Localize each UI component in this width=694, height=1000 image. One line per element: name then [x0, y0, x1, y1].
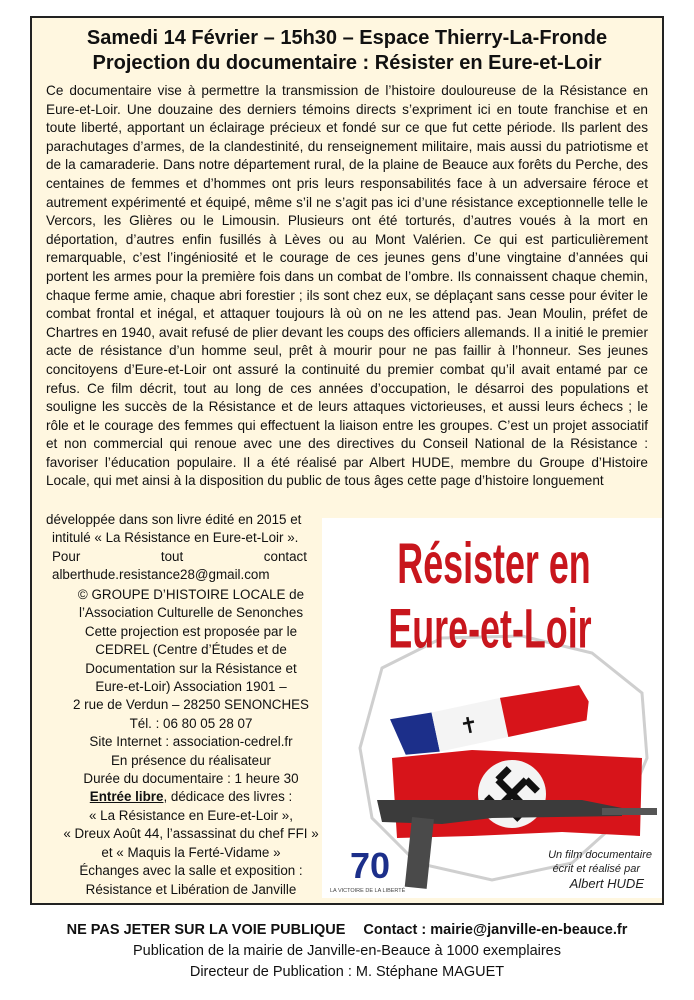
entree-libre: Entrée libre [89, 789, 164, 805]
tail-line-1: développée dans son livre édité en 2015 et [46, 512, 302, 527]
logo-caption: LA VICTOIRE DE LA LIBERTÉ [330, 888, 406, 894]
contact-email: alberthude.resistance28@gmail.com [52, 567, 270, 583]
flyer-frame [30, 16, 664, 905]
documentary-title: Projection du documentaire : Résister en Eure-et-Loir [92, 52, 602, 74]
info-line: Tél. : 06 80 05 28 07 [129, 715, 253, 731]
info-line: © GROUPE D’HISTOIRE LOCALE de [77, 587, 305, 602]
book-line: et « Maquis la Ferté-Vidame » [101, 844, 281, 860]
description-paragraph: Ce documentaire vise à permettre la transmission de l’histoire douloureuse de la Résistance en Eure-et-Loir. Une douzaine des derniers témoins directs s’expriment ici en toute franchise et en toute liberté, apportant un éclairage précieux et fondé sur ce que fut cette période. Ils parlent des parachutages d’armes, de la clandestinité, du renseignement militaire, mais aussi du patriotisme et de la camaraderie. Dans notre département rural, de la plaine de Beauce aux forêts du Perche, des centaines de femmes et d’hommes ont pris leurs responsabilités face à un adversaire féroce et autrement expérimenté et équipé, même s’il ne s’agit pas ici d’une résistance exceptionnelle telle le Vercors, les Glières ou le Limousin. Plusieurs ont été torturés, d’autres voués à la mort en déportation, d’autres enfin fusillés à Lèves ou au Mont Valérien. Ce qui est particulièrement remarquable, c’est l’ingéniosité et le courage de ces jeunes gens d’une vingtaine d’années qui portent les armes pour la première fois dans un combat de l’ombre. Ils connaissent chaque chemin, chaque ferme amie, chaque abri forestier ; ils sont chez eux, se déplaçant sans cesse pour éviter le combat frontal et inégal, et attaquer toujours là où on ne les attend pas. Jean Moulin, préfet de Chartres en 1940, avait refusé de plier devant les coups des officiers allemands. Il a initié le premier acte de résistance d’un homme seul, prêt à mourir pour ne pas faillir à l’honneur. Ses jeunes concitoyens d’Eure-et-Loir ont assuré la continuité du premier combat qu’il avait entamé par ce refus. Ce film décrit, tout au long de ces années d’occupation, le désarroi des populations et souligne les succès de la Résistance et de leurs attaques victorieuses, et aussi leurs échecs ; le rôle et le courage des femmes qui effectuent la liaison entre les groupes. C’est un projet associatif et non commercial qui renoue avec une des directives du Conseil National de la Résistance : favoriser l’éducation populaire. Il a été réalisé par Albert HUDE, membre du Groupe d’Histoire Locale, qui met ainsi à la disposition du public de tous âges cette page d’histoire longuement [46, 83, 648, 489]
info-line: Eure-et-Loir) Association 1901 – [95, 679, 287, 695]
tail-line-2: intitulé « La Résistance en Eure-et-Loir ». [52, 530, 299, 546]
svg-text:✝: ✝ [457, 712, 481, 741]
entree-line [46, 788, 336, 806]
exchange-line: Échanges avec la salle et exposition : [79, 863, 303, 879]
entree-rest: , dédicace des livres : [163, 789, 293, 805]
info-line: En présence du réalisateur [110, 752, 272, 768]
footer [0, 920, 694, 983]
credit-line-3: Albert HUDE [569, 876, 644, 891]
credit-line-2: écrit et réalisé par [552, 863, 640, 875]
poster-title-line-1: Résister en [397, 532, 591, 597]
anniversary-logo [330, 845, 406, 894]
footer-row-1 [0, 920, 694, 941]
info-line: CEDREL (Centre d’Études et de [95, 642, 287, 658]
event-date-title: Samedi 14 Février – 15h30 – Espace Thierry-La-Fronde [86, 27, 608, 49]
logo-number: 70 [350, 845, 391, 886]
french-armband [390, 678, 592, 760]
info-line: Cette projection est proposée par le [84, 623, 298, 639]
contact-word-3: contact [263, 548, 307, 564]
contact-word-1: Pour [52, 548, 81, 564]
publication-line: Publication de la mairie de Janville-en-Beauce à 1000 exemplaires [133, 943, 561, 959]
info-line: 2 rue de Verdun – 28250 SENONCHES [73, 697, 309, 713]
director-line: Directeur de Publication : M. Stéphane MAGUET [189, 964, 505, 980]
film-poster [322, 518, 662, 898]
contact-line [46, 548, 307, 566]
description-tail [46, 511, 336, 585]
info-line: l’Association Culturelle de Senonches [78, 605, 304, 621]
book-line: « Dreux Août 44, l’assassinat du chef FFI » [63, 826, 319, 842]
poster-artwork [322, 518, 662, 898]
poster-title-line-2: Eure-et-Loir [388, 597, 592, 660]
info-block [46, 586, 336, 899]
contact-word-2: tout [160, 548, 184, 564]
do-not-litter-notice: NE PAS JETER SUR LA VOIE PUBLIQUE [66, 922, 346, 938]
mairie-contact: Contact : mairie@janville-en-beauce.fr [363, 922, 628, 938]
book-line: « La Résistance en Eure-et-Loir », [89, 807, 293, 823]
info-line: Durée du documentaire : 1 heure 30 [83, 771, 299, 787]
credit-line-1: Un film documentaire [548, 849, 652, 861]
info-line: Documentation sur la Résistance et [85, 660, 297, 676]
exchange-line: Résistance et Libération de Janville [85, 881, 297, 897]
info-line: Site Internet : association-cedrel.fr [89, 734, 293, 750]
